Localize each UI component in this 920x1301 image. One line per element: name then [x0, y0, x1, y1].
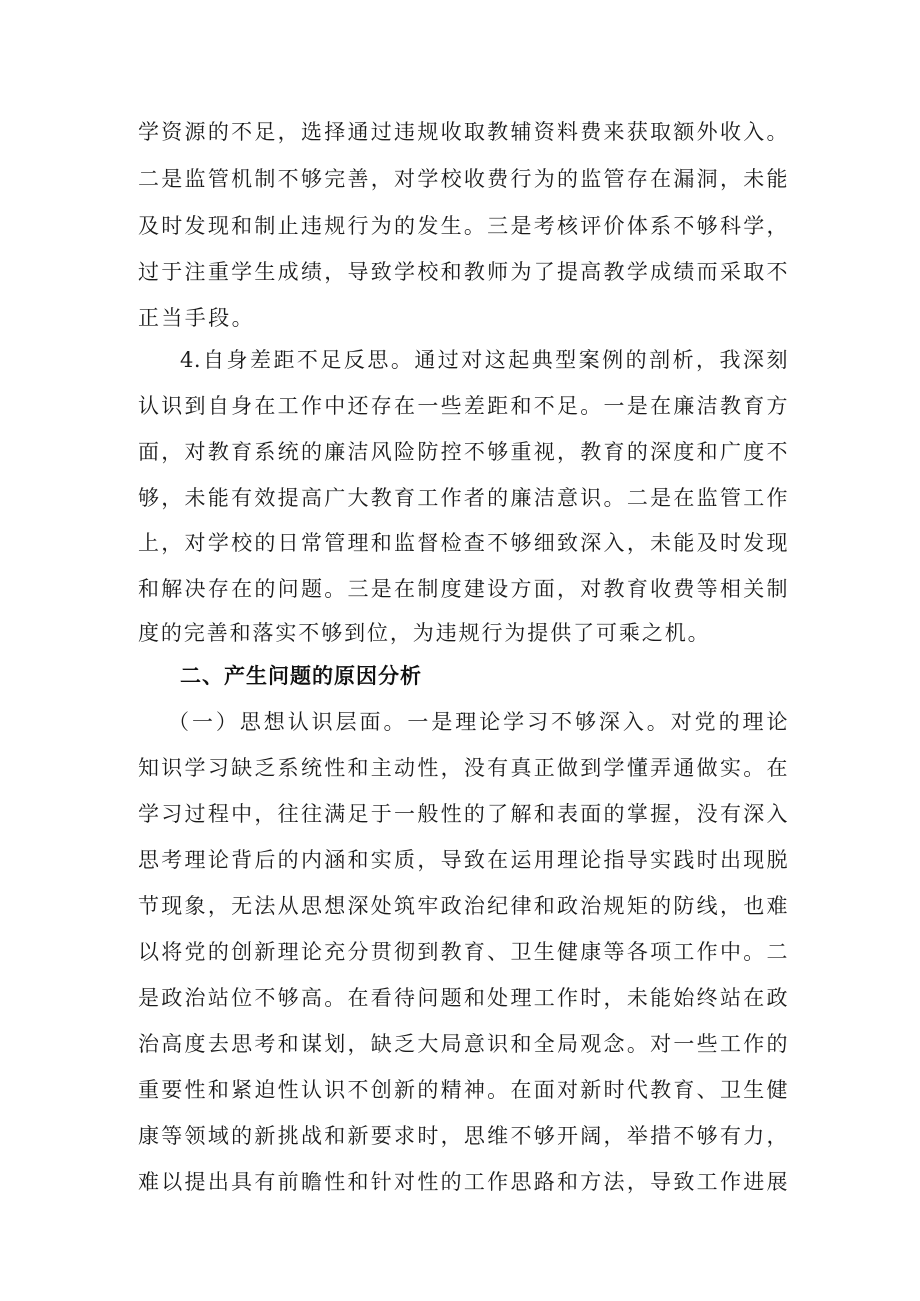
paragraph-line: 过于注重学生成绩，导致学校和教师为了提高教学成绩而采取不 [138, 260, 788, 284]
paragraph-line: 思考理论背后的内涵和实质，导致在运用理论指导实践时出现脱 [138, 848, 788, 872]
paragraph-line: 治高度去思考和谋划，缺乏大局意识和全局观念。对一些工作的 [138, 1032, 788, 1056]
paragraph-line: 正当手段。 [138, 306, 255, 330]
paragraph-line: 以将党的创新理论充分贯彻到教育、卫生健康等各项工作中。二 [138, 940, 788, 964]
paragraph-line: 上，对学校的日常管理和监督检查不够细致深入，未能及时发现 [138, 531, 788, 555]
paragraph-line: 难以提出具有前瞻性和针对性的工作思路和方法，导致工作进展 [138, 1170, 788, 1194]
paragraph-line: 和解决存在的问题。三是在制度建设方面，对教育收费等相关制 [138, 577, 788, 601]
paragraph-line: 学习过程中，往往满足于一般性的了解和表面的掌握，没有深入 [138, 802, 788, 826]
paragraph-line: 学资源的不足，选择通过违规收取教辅资料费来获取额外收入。 [138, 120, 788, 144]
paragraph-line: 及时发现和制止违规行为的发生。三是考核评价体系不够科学， [138, 214, 788, 238]
paragraph-line: 认识到自身在工作中还存在一些差距和不足。一是在廉洁教育方 [138, 394, 788, 418]
paragraph-line: 4.自身差距不足反思。通过对这起典型案例的剖析，我深刻 [180, 348, 788, 372]
paragraph-line: 面，对教育系统的廉洁风险防控不够重视，教育的深度和广度不 [138, 440, 788, 464]
section-heading: 二、产生问题的原因分析 [180, 664, 422, 688]
paragraph-line: 知识学习缺乏系统性和主动性，没有真正做到学懂弄通做实。在 [138, 756, 788, 780]
paragraph-line: 二是监管机制不够完善，对学校收费行为的监管存在漏洞，未能 [138, 167, 788, 191]
paragraph-line: 重要性和紧迫性认识不创新的精神。在面对新时代教育、卫生健 [138, 1078, 788, 1102]
paragraph-line: （一）思想认识层面。一是理论学习不够深入。对党的理论 [168, 710, 788, 734]
paragraph-line: 是政治站位不够高。在看待问题和处理工作时，未能始终站在政 [138, 986, 788, 1010]
paragraph-line: 够，未能有效提高广大教育工作者的廉洁意识。二是在监管工作 [138, 486, 788, 510]
paragraph-line: 节现象，无法从思想深处筑牢政治纪律和政治规矩的防线，也难 [138, 894, 788, 918]
paragraph-line: 度的完善和落实不够到位，为违规行为提供了可乘之机。 [138, 621, 711, 645]
paragraph-line: 康等领域的新挑战和新要求时，思维不够开阔，举措不够有力， [138, 1124, 788, 1148]
